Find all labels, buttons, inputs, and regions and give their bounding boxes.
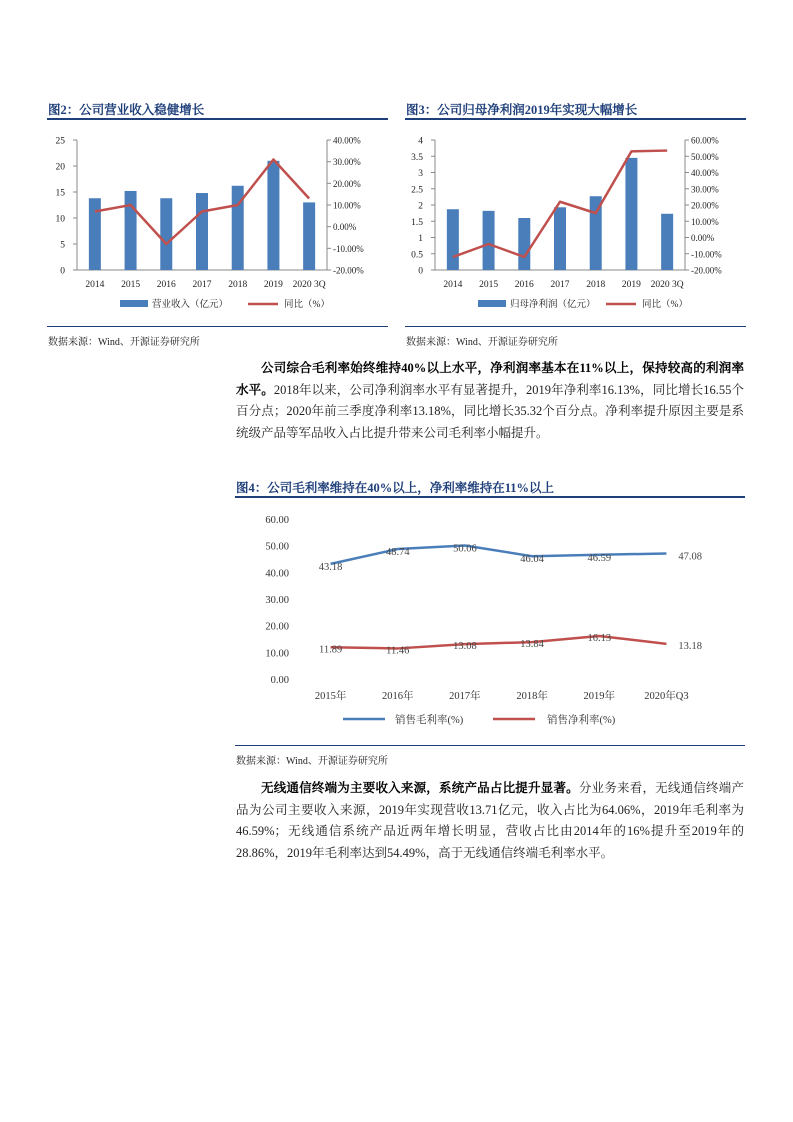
fig2-x-label: 2020 3Q	[292, 280, 326, 290]
fig3-title-rule	[405, 118, 746, 120]
fig4-y-tick: 60.00	[265, 515, 289, 526]
fig3-title: 图3：公司归母净利润2019年实现大幅增长	[406, 103, 638, 117]
fig2-right-tick: 10.00%	[333, 200, 361, 211]
fig2-x-label: 2018	[228, 280, 248, 290]
fig4-y-tick: 0.00	[270, 675, 289, 686]
fig4-x-label: 2018年	[516, 691, 548, 702]
fig4-y-tick: 20.00	[265, 621, 289, 633]
fig4-data-label: 46.04	[520, 554, 544, 566]
fig3-legend-bar-label: 归母净利润（亿元）	[510, 300, 596, 310]
fig2-x-label: 2019	[263, 280, 283, 290]
fig2-right-tick: -20.00%	[333, 265, 364, 276]
paragraph-revenue-source	[236, 778, 744, 864]
fig2-left-tick: 25	[55, 136, 65, 147]
fig2-left-tick: 10	[55, 214, 65, 225]
fig2-title-rule	[47, 118, 388, 120]
fig2-legend-bar-label: 营业收入（亿元）	[152, 300, 229, 310]
fig3-right-tick: 60.00%	[691, 135, 719, 146]
fig3-x-label: 2017	[550, 280, 570, 290]
fig4-data-label: 16.13	[587, 632, 612, 644]
fig3-right-tick: 50.00%	[691, 151, 719, 162]
fig2-bar	[303, 202, 315, 270]
fig3-x-label: 2015	[479, 280, 499, 290]
fig2-right-tick: 40.00%	[333, 135, 361, 146]
fig3-x-label: 2020 3Q	[650, 280, 684, 290]
fig3-left-tick: 0.5	[411, 250, 423, 261]
fig3-chart	[398, 125, 748, 325]
fig3-right-tick: 0.00%	[691, 233, 715, 243]
fig2-left-tick: 5	[60, 240, 65, 251]
fig3-left-tick: 1.5	[411, 217, 423, 228]
fig4-y-tick: 10.00	[265, 648, 289, 660]
fig2-left-tick: 20	[55, 162, 65, 173]
para1-bold: 公司综合毛利率始终维持40%以上水平，净利润率基本在11%以上，保持较高的利润率水平。	[236, 361, 744, 397]
fig2-right-tick: 0.00%	[333, 222, 357, 233]
para1-text: 2018年以来，公司净利润率水平有显著提升，2019年净利率16.13%，同比增长16.55个百分点；2020年前三季度净利率13.18%，同比增长35.32个百分点。净利率提升原因主要是系统级产品等军品收入占比提升带来公司毛利率小幅提升。	[236, 382, 744, 440]
fig4-x-label: 2017年	[449, 691, 481, 702]
fig2-bar	[196, 193, 208, 270]
fig3-left-tick: 0	[418, 266, 423, 277]
fig3-x-label: 2018	[586, 280, 606, 290]
fig4-source: 数据来源：Wind、开源证券研究所	[236, 756, 388, 767]
fig4-y-tick: 50.00	[265, 541, 289, 553]
fig2-x-label: 2015	[121, 280, 141, 290]
fig4-data-label: 48.74	[385, 547, 410, 559]
fig3-x-label: 2019	[621, 280, 641, 290]
fig2-bar	[89, 198, 101, 270]
fig4-x-label: 2020年Q3	[644, 691, 689, 702]
fig3-legend-bar-swatch	[478, 300, 506, 307]
para2-bold: 无线通信终端为主要收入来源，系统产品占比提升显著。	[261, 781, 579, 795]
fig4-y-tick: 30.00	[265, 595, 289, 606]
fig3-right-tick: 40.00%	[691, 168, 719, 178]
fig4-x-label: 2015年	[314, 691, 347, 702]
fig2-x-label: 2014	[85, 280, 105, 290]
fig4-bottom-rule	[235, 745, 745, 746]
fig2-chart	[40, 125, 390, 325]
fig4-legend-net-label: 销售净利率(%)	[547, 715, 616, 726]
fig2-bottom-rule	[47, 326, 388, 327]
fig3-bar	[483, 211, 495, 270]
fig4-y-tick: 40.00	[265, 568, 289, 580]
fig3-right-tick: 20.00%	[691, 200, 719, 211]
fig3-x-label: 2016	[514, 280, 534, 290]
fig2-left-tick: 0	[60, 266, 65, 277]
fig2-bar	[125, 191, 137, 270]
fig4-data-label: 13.84	[520, 639, 544, 651]
fig2-legend-bar-swatch	[120, 300, 148, 307]
fig2-left-tick: 15	[55, 188, 65, 199]
fig4-x-label: 2019年	[583, 691, 615, 702]
fig3-left-tick: 3.5	[411, 152, 423, 163]
fig4-data-label: 13.08	[453, 641, 477, 653]
fig2-right-tick: 20.00%	[333, 178, 361, 189]
fig3-bar	[447, 209, 459, 270]
fig4-title-rule	[235, 496, 745, 498]
fig3-bar	[661, 214, 673, 270]
fig4-data-label: 11.89	[318, 644, 343, 656]
fig4-data-label: 43.18	[318, 561, 343, 573]
fig3-right-tick: 10.00%	[691, 216, 719, 227]
fig3-source: 数据来源：Wind、开源证券研究所	[406, 337, 558, 348]
fig3-bottom-rule	[405, 326, 746, 327]
fig4-legend-gross-label: 销售毛利率(%)	[395, 715, 464, 726]
fig2-x-label: 2016	[156, 280, 176, 290]
fig4-x-label: 2016年	[382, 691, 414, 702]
fig3-right-tick: -20.00%	[691, 265, 722, 276]
fig4-data-label: 11.46	[386, 645, 410, 657]
para2-text: 分业务来看，无线通信终端产品为公司主要收入来源，2019年实现营收13.71亿元，收入占比为64.06%，2019年毛利率为46.59%；无线通信系统产品近两年增长明显，营收占比由2014年的16%提升至2019年的28.86%，2019年毛利率达到54.49%，高于无线通信终端毛利率水平。	[236, 781, 744, 860]
fig4-chart	[235, 505, 745, 740]
fig3-left-tick: 3	[418, 169, 423, 179]
fig4-gross-margin-line	[331, 543, 667, 564]
fig2-source: 数据来源：Wind、开源证券研究所	[48, 337, 200, 348]
fig3-left-tick: 2.5	[411, 185, 423, 196]
fig3-left-tick: 2	[418, 201, 423, 212]
fig2-legend-line-label: 同比（%）	[284, 300, 330, 310]
fig3-bar	[518, 218, 530, 270]
fig2-right-tick: -10.00%	[333, 243, 364, 254]
fig2-bar	[160, 198, 172, 270]
fig3-x-label: 2014	[443, 280, 463, 290]
fig2-right-tick: 30.00%	[333, 157, 361, 168]
fig4-data-label: 13.18	[678, 640, 703, 652]
fig2-title: 图2：公司营业收入稳健增长	[48, 103, 205, 117]
paragraph-margins	[236, 358, 744, 444]
fig3-right-tick: 30.00%	[691, 184, 719, 195]
fig3-right-tick: -10.00%	[691, 249, 722, 260]
fig4-title: 图4：公司毛利率维持在40%以上，净利率维持在11%以上	[236, 481, 555, 495]
fig3-left-tick: 4	[418, 136, 423, 147]
fig3-bar	[625, 158, 637, 270]
fig3-bar	[554, 207, 566, 270]
fig3-left-tick: 1	[418, 234, 423, 244]
fig4-data-label: 50.06	[453, 543, 477, 555]
fig4-data-label: 47.08	[678, 551, 703, 563]
fig2-bar	[267, 161, 279, 270]
fig2-x-label: 2017	[192, 280, 212, 290]
fig4-data-label: 46.59	[587, 552, 612, 564]
fig3-legend-line-label: 同比（%）	[642, 300, 688, 310]
